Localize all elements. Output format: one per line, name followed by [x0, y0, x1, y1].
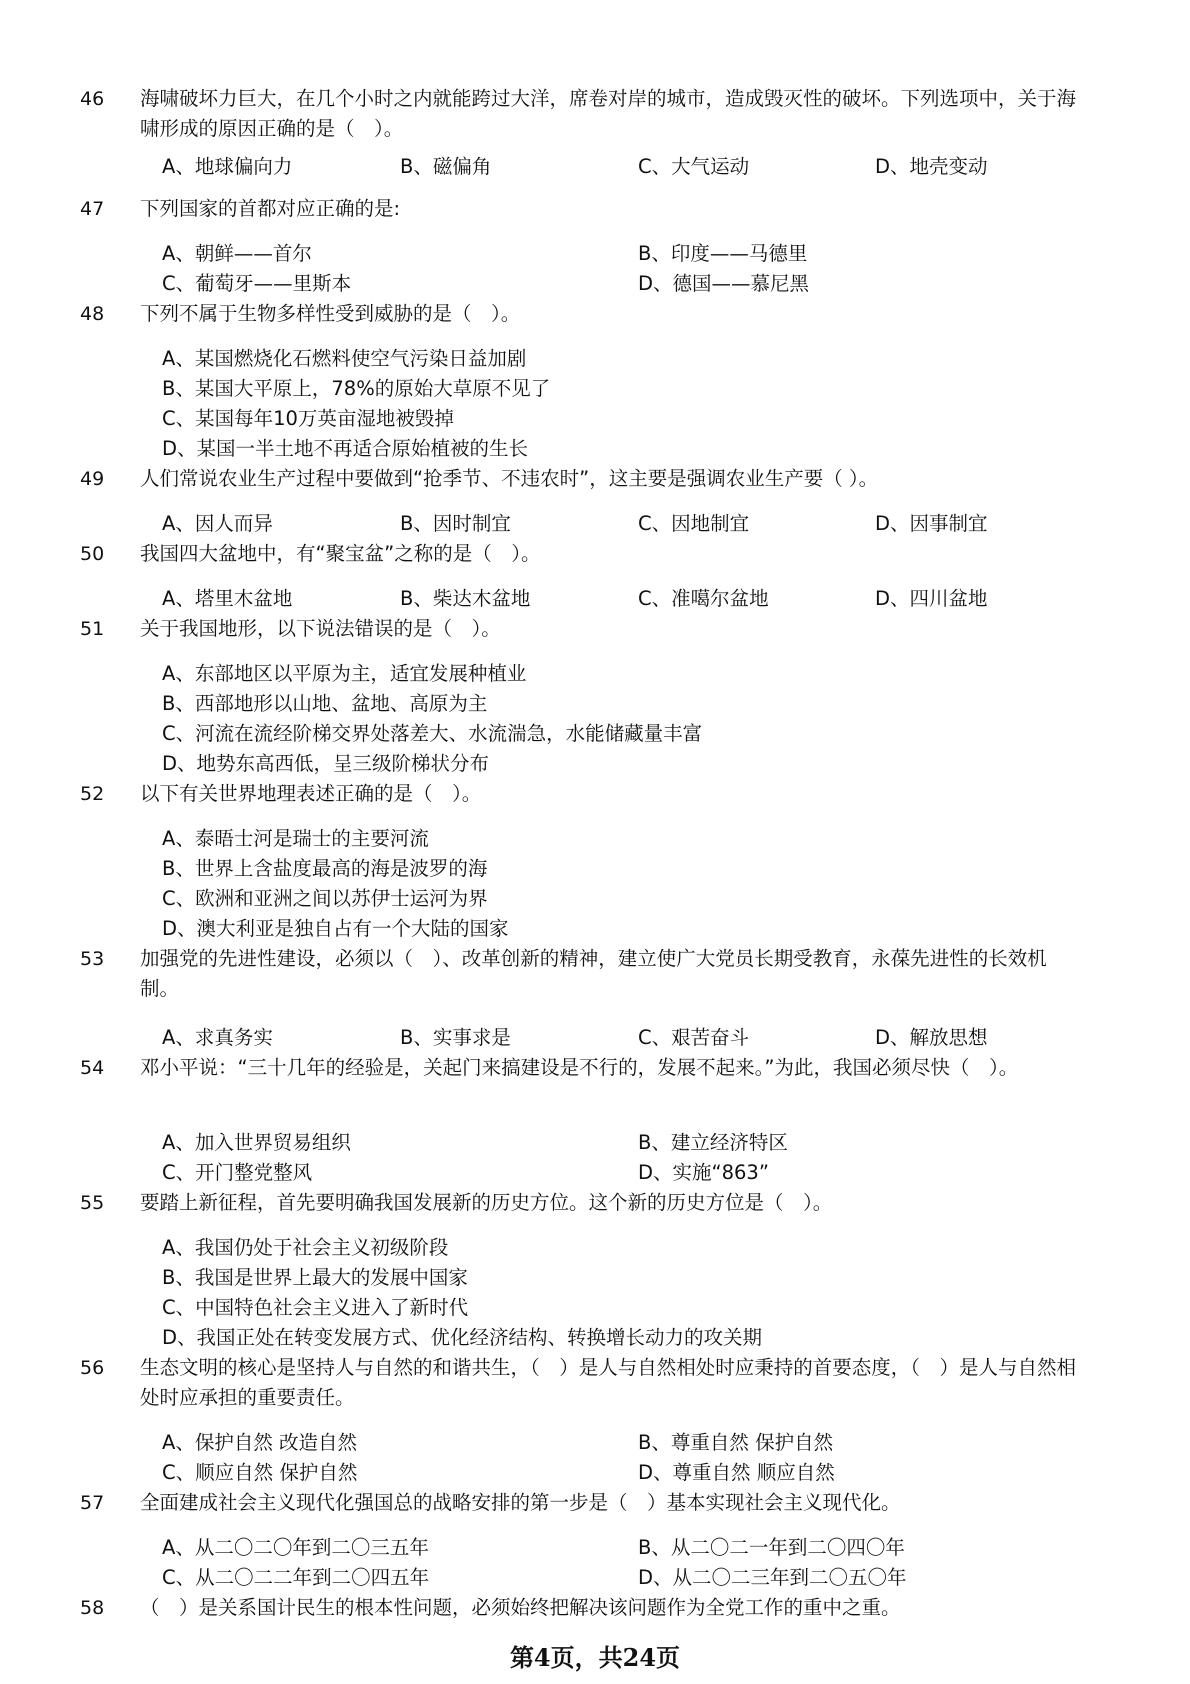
question-text: 下列不属于生物多样性受到威胁的是（ ）。	[140, 302, 521, 325]
option-d: D、我国正处在转变发展方式、优化经济结构、转换增长动力的攻关期	[162, 1326, 763, 1349]
question-number: 55	[80, 1192, 105, 1214]
question-number: 58	[80, 1597, 105, 1619]
question-text: （ ）是关系国计民生的根本性问题，必须始终把解决该问题作为全党工作的重中之重。	[140, 1596, 901, 1619]
question-number: 54	[80, 1057, 105, 1079]
question-text: 我国四大盆地中，有“聚宝盆”之称的是（ ）。	[140, 542, 541, 565]
option-a: A、求真务实	[162, 1026, 273, 1049]
option-d: D、从二〇二三年到二〇五〇年	[638, 1566, 907, 1589]
option-c: C、准噶尔盆地	[638, 587, 769, 610]
option-a: A、某国燃烧化石燃料使空气污染日益加剧	[162, 347, 527, 370]
option-d: D、实施“863”	[638, 1161, 769, 1184]
question-text: 全面建成社会主义现代化强国总的战略安排的第一步是（ ）基本实现社会主义现代化。	[140, 1491, 901, 1514]
option-a: A、因人而异	[162, 512, 273, 535]
option-a: A、塔里木盆地	[162, 587, 293, 610]
question-text: 以下有关世界地理表述正确的是（ ）。	[140, 782, 482, 805]
option-c: C、某国每年10万英亩湿地被毁掉	[162, 407, 454, 430]
option-b: B、印度——马德里	[638, 242, 808, 265]
question-text: 海啸破坏力巨大，在几个小时之内就能跨过大洋，席卷对岸的城市，造成毁灭性的破坏。下列选项中，关于海啸形成的原因正确的是（ ）。	[140, 87, 1077, 140]
option-b: B、磁偏角	[400, 155, 492, 178]
question-text: 生态文明的核心是坚持人与自然的和谐共生，（ ）是人与自然相处时应秉持的首要态度，（ ）是人与自然相处时应承担的重要责任。	[140, 1356, 1077, 1409]
option-b: B、尊重自然 保护自然	[638, 1431, 834, 1454]
option-c: C、从二〇二二年到二〇四五年	[162, 1566, 430, 1589]
option-d: D、某国一半土地不再适合原始植被的生长	[162, 437, 529, 460]
option-b: B、世界上含盐度最高的海是波罗的海	[162, 857, 488, 880]
question-text: 关于我国地形，以下说法错误的是（ ）。	[140, 617, 501, 640]
option-c: C、顺应自然 保护自然	[162, 1461, 358, 1484]
option-b: B、因时制宜	[400, 512, 511, 535]
option-d: D、地壳变动	[875, 155, 988, 178]
option-d: D、德国——慕尼黑	[638, 272, 810, 295]
option-a: A、地球偏向力	[162, 155, 293, 178]
option-a: A、我国仍处于社会主义初级阶段	[162, 1236, 449, 1259]
question-number: 53	[80, 948, 105, 970]
option-a: A、朝鲜——首尔	[162, 242, 312, 265]
option-d: D、地势东高西低，呈三级阶梯状分布	[162, 752, 490, 775]
option-d: D、尊重自然 顺应自然	[638, 1461, 835, 1484]
option-c: C、中国特色社会主义进入了新时代	[162, 1296, 469, 1319]
option-b: B、柴达木盆地	[400, 587, 531, 610]
option-c: C、葡萄牙——里斯本	[162, 272, 352, 295]
question-number: 50	[80, 543, 105, 565]
option-b: B、建立经济特区	[638, 1131, 788, 1154]
option-c: C、河流在流经阶梯交界处落差大、水流湍急，水能储藏量丰富	[162, 722, 703, 745]
option-d: D、澳大利亚是独自占有一个大陆的国家	[162, 917, 509, 940]
page-footer: 第4页，共24页	[509, 1643, 681, 1672]
question-number: 51	[80, 618, 105, 640]
option-c: C、艰苦奋斗	[638, 1026, 750, 1049]
question-number: 52	[80, 783, 105, 805]
option-d: D、四川盆地	[875, 587, 988, 610]
option-a: A、加入世界贸易组织	[162, 1131, 351, 1154]
question-number: 56	[80, 1357, 105, 1379]
option-d: D、因事制宜	[875, 512, 988, 535]
option-a: A、保护自然 改造自然	[162, 1431, 358, 1454]
option-a: A、泰晤士河是瑞士的主要河流	[162, 827, 429, 850]
option-c: C、开门整党整风	[162, 1161, 313, 1184]
question-number: 47	[80, 198, 105, 220]
option-c: C、大气运动	[638, 155, 750, 178]
question-text: 加强党的先进性建设，必须以（ ）、改革创新的精神，建立使广大党员长期受教育，永葆先进性的长效机制。	[140, 947, 1047, 1000]
question-text: 邓小平说：“三十几年的经验是，关起门来搞建设是不行的，发展不起来。”为此，我国必须尽快（ ）。	[140, 1056, 1019, 1079]
option-b: B、西部地形以山地、盆地、高原为主	[162, 692, 488, 715]
question-number: 57	[80, 1492, 105, 1514]
question-text: 要踏上新征程，首先要明确我国发展新的历史方位。这个新的历史方位是（ ）。	[140, 1191, 833, 1214]
option-a: A、从二〇二〇年到二〇三五年	[162, 1536, 429, 1559]
option-d: D、解放思想	[875, 1026, 988, 1049]
question-number: 48	[80, 303, 105, 325]
option-b: B、某国大平原上，78%的原始大草原不见了	[162, 377, 551, 400]
option-c: C、欧洲和亚洲之间以苏伊士运河为界	[162, 887, 488, 910]
option-b: B、实事求是	[400, 1026, 511, 1049]
question-text: 下列国家的首都对应正确的是:	[140, 197, 401, 220]
option-c: C、因地制宜	[638, 512, 750, 535]
option-b: B、我国是世界上最大的发展中国家	[162, 1266, 468, 1289]
option-a: A、东部地区以平原为主，适宜发展种植业	[162, 662, 527, 685]
question-text: 人们常说农业生产过程中要做到“抢季节、不违农时”，这主要是强调农业生产要（ ）。	[140, 467, 879, 490]
question-number: 49	[80, 468, 105, 490]
option-b: B、从二〇二一年到二〇四〇年	[638, 1536, 905, 1559]
question-number: 46	[80, 88, 105, 110]
